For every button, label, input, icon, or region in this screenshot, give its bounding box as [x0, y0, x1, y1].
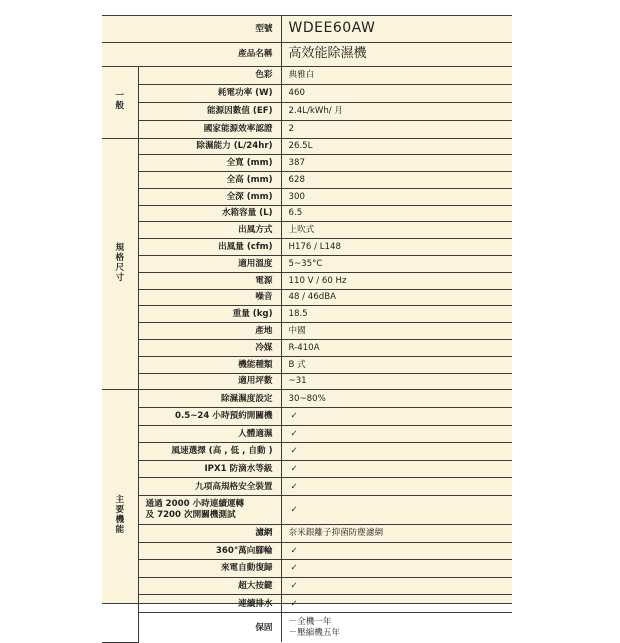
general-row: [102, 84, 512, 102]
feature-row: [102, 560, 512, 578]
feature-label: 來電自動復歸: [138, 560, 281, 578]
dimension-row: [102, 289, 512, 306]
test-label: 通過 2000 小時連續運轉 及 7200 次開關機測試: [145, 499, 245, 521]
product-value: 高效能除濕機: [281, 42, 512, 66]
spec-label: 色彩: [138, 66, 281, 84]
spec-label: 電源: [138, 272, 281, 289]
check-icon: ✓: [281, 496, 512, 525]
spec-value: 387: [281, 155, 512, 172]
spec-value: 2.4L/kWh/ 月: [281, 102, 512, 120]
spec-value: 460: [281, 84, 512, 102]
spec-value: 6.5: [281, 205, 512, 222]
spec-sheet: [102, 15, 512, 638]
spec-value: 48 / 46dBA: [281, 289, 512, 306]
dimension-row: [102, 138, 512, 155]
product-row: [102, 42, 512, 66]
feature-row: [102, 478, 512, 496]
dimension-row: [102, 340, 512, 357]
feature-row: [102, 425, 512, 443]
spec-value: 2: [281, 120, 512, 138]
warranty-value: [281, 612, 512, 642]
dimension-row: [102, 272, 512, 289]
feature-label: 濾網: [138, 525, 281, 543]
feature-row: [102, 577, 512, 595]
feature-row: [102, 496, 512, 525]
dimension-row: [102, 256, 512, 273]
warranty-line: －壓縮機五年: [288, 627, 341, 638]
dimension-row: [102, 306, 512, 323]
check-icon: ✓: [281, 460, 512, 478]
spec-label: 全高 (mm): [138, 172, 281, 189]
spec-label: 水箱容量 (L): [138, 205, 281, 222]
feature-row: [102, 390, 512, 408]
check-icon: ✓: [281, 560, 512, 578]
spec-value: H176 / L148: [281, 239, 512, 256]
spec-table: [102, 16, 512, 643]
spec-label: 耗電功率 (W): [138, 84, 281, 102]
spec-value: 上吹式: [281, 222, 512, 239]
spec-value: 110 V / 60 Hz: [281, 272, 512, 289]
feature-label: 人體適濕: [138, 425, 281, 443]
spec-value: 典雅白: [281, 66, 512, 84]
feature-row: [102, 525, 512, 543]
feature-row: [102, 408, 512, 426]
feature-row: [102, 443, 512, 461]
check-icon: ✓: [281, 595, 512, 613]
feature-label: 保固: [138, 612, 281, 642]
spec-label: 出風量 (cfm): [138, 239, 281, 256]
feature-row: [102, 460, 512, 478]
model-row: [102, 16, 512, 42]
check-icon: ✓: [281, 408, 512, 426]
spec-label: 產地: [138, 323, 281, 340]
spec-value: ~31: [281, 373, 512, 390]
dimension-row: [102, 155, 512, 172]
spec-value: 26.5L: [281, 138, 512, 155]
dimension-row: [102, 172, 512, 189]
category-general: 一般: [102, 66, 138, 138]
check-icon: ✓: [281, 443, 512, 461]
dimension-row: [102, 222, 512, 239]
spec-label: 國家能源效率認證: [138, 120, 281, 138]
dimension-row: [102, 356, 512, 373]
model-label: 型號: [102, 16, 281, 42]
spec-value: 5~35°C: [281, 256, 512, 273]
category-dimensions: 規格尺寸: [102, 138, 138, 390]
spec-value: R-410A: [281, 340, 512, 357]
general-row: [102, 66, 512, 84]
check-icon: ✓: [281, 478, 512, 496]
feature-label: 360°萬向腳輪: [138, 542, 281, 560]
warranty-line: －全機一年: [288, 617, 332, 628]
spec-label: 機能種類: [138, 356, 281, 373]
general-row: [102, 102, 512, 120]
spec-value: 中國: [281, 323, 512, 340]
feature-value: 30~80%: [281, 390, 512, 408]
dimension-row: [102, 373, 512, 390]
spec-label: 能源因數值 (EF): [138, 102, 281, 120]
spec-value: 300: [281, 188, 512, 205]
check-icon: ✓: [281, 542, 512, 560]
dimension-row: [102, 239, 512, 256]
spec-label: 噪音: [138, 289, 281, 306]
spec-label: 適用溫度: [138, 256, 281, 273]
feature-label: 超大按鍵: [138, 577, 281, 595]
feature-label: 0.5~24 小時預約開關機: [138, 408, 281, 426]
product-label: 產品名稱: [102, 42, 281, 66]
check-icon: ✓: [281, 577, 512, 595]
general-row: [102, 120, 512, 138]
spec-label: 適用坪數: [138, 373, 281, 390]
spec-label: 除濕能力 (L/24hr): [138, 138, 281, 155]
spec-label: 重量 (kg): [138, 306, 281, 323]
check-icon: ✓: [281, 425, 512, 443]
feature-row: [102, 595, 512, 613]
spec-value: B 式: [281, 356, 512, 373]
feature-row: [102, 542, 512, 560]
spec-label: 全深 (mm): [138, 188, 281, 205]
feature-label: 連續排水: [138, 595, 281, 613]
spec-label: 出風方式: [138, 222, 281, 239]
feature-label: 風速選擇 (高 , 低 , 自動 ): [138, 443, 281, 461]
dimension-row: [102, 188, 512, 205]
feature-label: 除濕濕度設定: [138, 390, 281, 408]
category-features: 主要機能: [102, 390, 138, 643]
feature-row: [102, 612, 512, 642]
spec-value: 18.5: [281, 306, 512, 323]
feature-label: [138, 496, 281, 525]
model-value: WDEE60AW: [281, 16, 512, 42]
feature-label: 九項高規格安全裝置: [138, 478, 281, 496]
spec-label: 冷媒: [138, 340, 281, 357]
dimension-row: [102, 205, 512, 222]
feature-value: 奈米銀離子抑菌防塵濾網: [281, 525, 512, 543]
dimension-row: [102, 323, 512, 340]
spec-label: 全寬 (mm): [138, 155, 281, 172]
feature-label: IPX1 防滴水等級: [138, 460, 281, 478]
spec-value: 628: [281, 172, 512, 189]
